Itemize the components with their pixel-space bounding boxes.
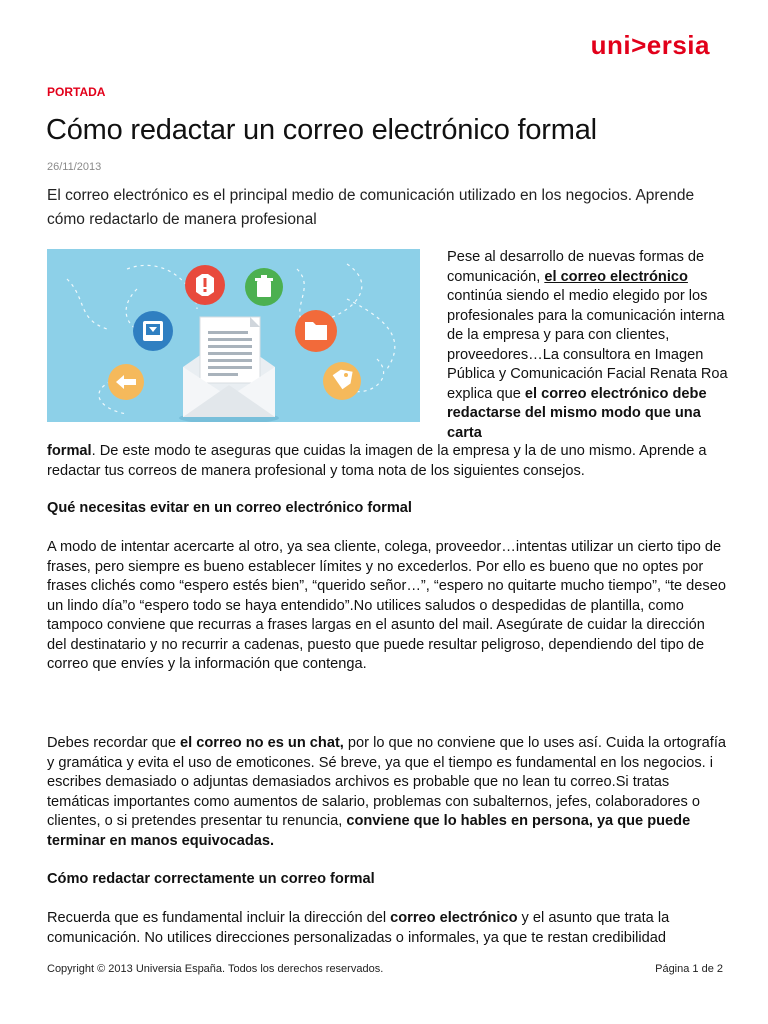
avoid-paragraph: A modo de intentar acercarte al otro, ya sea cliente, colega, proveedor…intentas utilizar un cierto tipo de frases, pero siempre es bueno establecer límites y no excederlos. Por ello es bueno que no optes por frases clichés como “espero estés bien”, “querido señor…”, “espero no quitarte mucho tiempo”, “te deseo un lindo día”o “espero todo se haya entendido”.No utilices saludos o despedidas de plantilla, como tampoco conviene que recurras a frases largas en el asunto del mail. Asegúrate de cuidar la dirección del destinatario y no recurrir a cadenas, puesto que puede resultar peligroso, dependiendo del tipo de correo que envíes y la información que contenga. bbox=[47, 539, 726, 672]
copyright-text: Copyright © 2013 Universia España. Todos los derechos reservados. bbox=[47, 963, 384, 975]
how-text-2: y el asunto que trata la comunicación. No utilices direcciones personalizadas o informales, ya que te restan credibilidad bbox=[47, 910, 670, 946]
heading-avoid: Qué necesitas evitar en un correo electrónico formal bbox=[47, 500, 412, 516]
how-text-1: Recuerda que es fundamental incluir la dirección del bbox=[47, 910, 391, 926]
intro-text-tail: . De este modo te aseguras que cuidas la imagen de la empresa y la de uno mismo. Aprende a redactar tus correos de manera profesional y toma nota de los siguientes consejos. bbox=[47, 443, 707, 479]
intro-paragraph bbox=[447, 248, 737, 443]
chat-bold-2: conviene que lo hables en persona, ya que puede terminar en manos equivocadas. bbox=[47, 813, 691, 849]
chat-text-2: por lo que no conviene que lo uses así. Cuida la ortografía y gramática y evita el uso de emoticones. Sé breve, ya que el tiempo es fundamental en los negocios. i escribes demasiado o adjuntas demasiados archivos es probable que no lean tu correo.Si tratas temáticas importantes como aumentos de salario, problemas con subalternos, jefes, colaboradores o clientes, o si pretendes presentar tu renuncia, bbox=[47, 735, 726, 829]
heading-how: Cómo redactar correctamente un correo formal bbox=[47, 871, 375, 887]
chat-bold-1: el correo no es un chat, bbox=[180, 735, 344, 751]
universia-logo[interactable]: uni>ersia bbox=[590, 30, 710, 60]
chat-text-1: Debes recordar que bbox=[47, 735, 181, 751]
intro-text-1: Pese al desarrollo de nuevas formas de comunicación, bbox=[447, 249, 705, 285]
tag-icon bbox=[323, 362, 361, 400]
chat-paragraph bbox=[47, 734, 727, 851]
how-paragraph bbox=[47, 909, 727, 948]
intro-paragraph-continued bbox=[47, 442, 727, 481]
trash-icon bbox=[245, 268, 283, 306]
page-footer bbox=[47, 963, 723, 975]
article-title: Cómo redactar un correo electrónico formal bbox=[46, 114, 597, 146]
section-label[interactable]: PORTADA bbox=[47, 85, 106, 99]
hero-illustration bbox=[47, 249, 420, 422]
article-lead: El correo electrónico es el principal medio de comunicación utilizado en los negocios. Aprende cómo redactarlo de manera profesional bbox=[47, 187, 695, 228]
alert-icon bbox=[185, 265, 225, 305]
page-number: Página 1 de 2 bbox=[655, 963, 723, 975]
article-date: 26/11/2013 bbox=[47, 161, 102, 173]
intro-text-2: continúa siendo el medio elegido por los profesionales para la comunicación interna de la empresa y para con clientes, proveedores…La consultora en Imagen Pública y Comunicación Facial Renata Roa explica que bbox=[447, 288, 728, 402]
inbox-icon bbox=[133, 311, 173, 351]
intro-bold-tail: formal bbox=[47, 443, 92, 459]
email-link[interactable]: el correo electrónico bbox=[544, 268, 688, 285]
reply-icon bbox=[108, 364, 144, 400]
folder-icon bbox=[295, 310, 337, 352]
intro-bold: el correo electrónico debe redactarse del mismo modo que una carta bbox=[447, 385, 707, 441]
how-bold: correo electrónico bbox=[390, 910, 518, 926]
